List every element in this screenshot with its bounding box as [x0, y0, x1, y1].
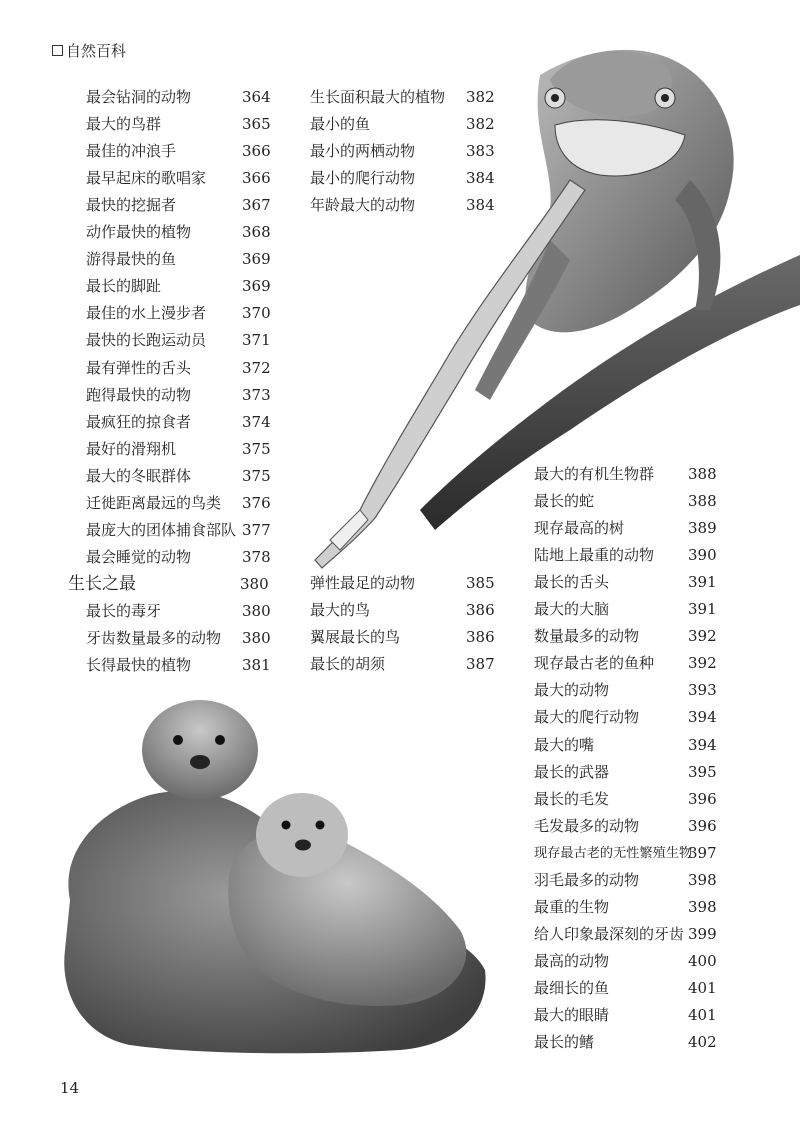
toc-entry-page: 398: [688, 870, 717, 889]
toc-entry-title: 最小的鱼: [310, 115, 371, 134]
toc-entry-page: 382: [466, 88, 495, 106]
toc-entry-page: 377: [242, 520, 271, 539]
toc-entry[interactable]: [310, 597, 496, 624]
toc-entry-title: 最长的武器: [534, 762, 610, 781]
toc-entry-page: 399: [688, 924, 717, 943]
toc-entry-page: 371: [242, 331, 271, 350]
toc-entry[interactable]: [86, 436, 272, 463]
toc-entry[interactable]: [534, 975, 718, 1002]
toc-entry[interactable]: [86, 598, 272, 625]
toc-entry[interactable]: [86, 165, 272, 192]
toc-entry[interactable]: [86, 544, 272, 571]
toc-entry-title: 最长的鳍: [534, 1033, 595, 1052]
toc-entry-page: 388: [688, 465, 717, 483]
toc-entry[interactable]: [534, 840, 718, 867]
toc-entry-title: 数量最多的动物: [534, 627, 640, 646]
toc-entry-page: 402: [688, 1033, 717, 1052]
toc-entry[interactable]: [534, 596, 718, 623]
toc-entry-title: 动作最快的植物: [86, 223, 192, 242]
toc-entry-title: 游得最快的鱼: [86, 250, 177, 269]
toc-entry-page: 394: [688, 708, 717, 727]
header-square-icon: [52, 45, 63, 56]
toc-entry-title: 最大的冬眠群体: [86, 466, 192, 485]
toc-entry[interactable]: [310, 624, 496, 651]
toc-section-heading[interactable]: [68, 571, 272, 598]
toc-entry-page: 387: [466, 655, 495, 674]
toc-entry[interactable]: [534, 813, 718, 840]
toc-entry-title: 最会睡觉的动物: [86, 547, 192, 566]
toc-entry-title: 最庞大的团体捕食部队: [86, 520, 237, 539]
toc-entry-title: 最早起床的歌唱家: [86, 169, 207, 188]
toc-entry-page: 368: [242, 223, 271, 242]
toc-entry[interactable]: [86, 138, 272, 165]
toc-entry-title: 最有弹性的舌头: [86, 358, 192, 377]
toc-entry-title: 最高的动物: [534, 951, 610, 970]
toc-entry-page: 396: [688, 789, 717, 808]
toc-entry-title: 现存最高的树: [534, 519, 625, 538]
toc-entry[interactable]: [534, 704, 718, 731]
toc-entry[interactable]: [310, 570, 496, 597]
toc-entry-title: 最好的滑翔机: [86, 439, 177, 458]
toc-entry-title: 最长的蛇: [534, 492, 595, 511]
toc-entry-page: 365: [242, 115, 271, 134]
toc-entry-title: 最快的长跑运动员: [86, 331, 207, 350]
toc-entry-title: 最佳的水上漫步者: [86, 304, 207, 323]
toc-entry[interactable]: [86, 219, 272, 246]
toc-entry[interactable]: [86, 517, 272, 544]
toc-entry[interactable]: [86, 273, 272, 300]
toc-entry-page: 401: [688, 978, 717, 997]
toc-entry-title: 最快的挖掘者: [86, 196, 177, 215]
toc-entry-page: 392: [688, 654, 717, 673]
toc-entry[interactable]: [534, 623, 718, 650]
toc-entry[interactable]: [86, 652, 272, 679]
section-title: 生长之最: [68, 574, 136, 594]
toc-entry-page: 391: [688, 600, 717, 619]
toc-entry[interactable]: [534, 894, 718, 921]
toc-entry-page: 383: [466, 142, 495, 161]
toc-entry-page: 392: [688, 627, 717, 646]
toc-entry[interactable]: [86, 84, 272, 111]
toc-entry[interactable]: [534, 786, 718, 813]
toc-entry-page: 390: [688, 546, 717, 565]
toc-entry-title: 最小的爬行动物: [310, 169, 416, 188]
toc-entry[interactable]: [310, 138, 496, 165]
toc-entry[interactable]: [534, 759, 718, 786]
toc-entry-page: 381: [242, 656, 271, 675]
toc-entry-page: 386: [466, 601, 495, 620]
sea-otters-image: [40, 700, 495, 1060]
toc-entry[interactable]: [310, 111, 496, 138]
toc-entry[interactable]: [534, 732, 718, 759]
toc-entry-title: 最小的两栖动物: [310, 142, 416, 161]
toc-entry-title: 现存最古老的无性繁殖生物: [534, 845, 693, 861]
toc-entry[interactable]: [310, 192, 496, 219]
toc-entry-title: 最大的鸟群: [86, 115, 162, 134]
header-title: 自然百科: [66, 42, 127, 60]
toc-entry-title: 弹性最足的动物: [310, 574, 416, 592]
toc-entry-page: 397: [688, 843, 717, 862]
toc-entry-title: 迁徙距离最远的鸟类: [86, 493, 222, 512]
toc-entry-page: 369: [242, 277, 271, 296]
toc-entry[interactable]: [310, 84, 496, 111]
toc-entry[interactable]: [534, 569, 718, 596]
toc-entry[interactable]: [86, 463, 272, 490]
toc-entry[interactable]: [86, 192, 272, 219]
toc-entry[interactable]: [534, 948, 718, 975]
toc-entry-page: 366: [242, 142, 271, 161]
toc-entry-page: 378: [242, 547, 271, 566]
toc-entry[interactable]: [534, 1002, 718, 1029]
toc-entry-page: 398: [688, 897, 717, 916]
toc-entry-title: 给人印象最深刻的牙齿: [534, 924, 685, 943]
toc-entry-title: 最大的眼睛: [534, 1006, 610, 1024]
toc-entry-title: 最长的脚趾: [86, 277, 162, 296]
toc-entry-page: 395: [688, 762, 717, 781]
toc-entry[interactable]: [534, 921, 718, 948]
toc-entry-title: 牙齿数量最多的动物: [86, 629, 222, 648]
toc-entry-page: 382: [466, 115, 495, 134]
toc-entry-page: 401: [688, 1006, 717, 1024]
toc-entry-title: 年龄最大的动物: [310, 196, 416, 215]
toc-entry[interactable]: [86, 625, 272, 652]
toc-entry-page: 366: [242, 169, 271, 188]
toc-entry[interactable]: [86, 409, 272, 436]
toc-entry-page: 372: [242, 358, 271, 377]
toc-entry[interactable]: [534, 677, 718, 704]
toc-entry-page: 370: [242, 304, 271, 323]
toc-entry[interactable]: [86, 490, 272, 517]
toc-entry-title: 翼展最长的鸟: [310, 628, 401, 647]
toc-entry-page: 394: [688, 735, 717, 754]
toc-entry-page: 375: [242, 439, 271, 458]
toc-entry[interactable]: [86, 300, 272, 327]
toc-entry-page: 384: [466, 169, 495, 188]
toc-entry-page: 380: [242, 602, 271, 620]
toc-entry-title: 最大的大脑: [534, 600, 610, 619]
toc-entry-title: 毛发最多的动物: [534, 816, 640, 835]
toc-entry-page: 367: [242, 196, 271, 215]
toc-entry[interactable]: [534, 650, 718, 677]
toc-entry-title: 最佳的冲浪手: [86, 142, 177, 161]
section-page: 380: [240, 575, 269, 593]
toc-entry-page: 384: [466, 196, 495, 215]
toc-entry-title: 生长面积最大的植物: [310, 88, 446, 106]
toc-entry[interactable]: [86, 327, 272, 354]
toc-entry[interactable]: [310, 651, 496, 678]
toc-entry-page: 393: [688, 681, 717, 700]
toc-entry-page: 386: [466, 628, 495, 647]
toc-entry-title: 最大的有机生物群: [534, 465, 655, 483]
toc-entry-title: 最重的生物: [534, 897, 610, 916]
toc-entry-title: 最会钻洞的动物: [86, 88, 192, 106]
toc-entry-title: 最大的动物: [534, 681, 610, 700]
toc-entry-title: 最大的鸟: [310, 601, 371, 620]
toc-entry-page: 375: [242, 466, 271, 485]
toc-entry[interactable]: [86, 111, 272, 138]
toc-entry-page: 369: [242, 250, 271, 269]
toc-entry-page: 388: [688, 492, 717, 511]
toc-entry-title: 跑得最快的动物: [86, 385, 192, 404]
running-header: [52, 40, 126, 61]
toc-entry[interactable]: [86, 246, 272, 273]
toc-entry-page: 380: [242, 629, 271, 648]
toc-entry-title: 最大的爬行动物: [534, 708, 640, 727]
toc-entry[interactable]: [534, 542, 718, 569]
toc-entry-page: 400: [688, 951, 717, 970]
toc-entry-title: 羽毛最多的动物: [534, 870, 640, 889]
toc-entry-page: 364: [242, 88, 271, 106]
toc-entry-page: 391: [688, 573, 717, 592]
toc-entry-title: 最细长的鱼: [534, 978, 610, 997]
toc-entry[interactable]: [534, 1029, 718, 1056]
toc-entry-title: 最大的嘴: [534, 735, 595, 754]
toc-entry-title: 最疯狂的掠食者: [86, 412, 192, 431]
toc-entry-title: 陆地上最重的动物: [534, 546, 655, 565]
toc-entry[interactable]: [534, 461, 718, 488]
toc-entry[interactable]: [310, 165, 496, 192]
toc-entry[interactable]: [534, 515, 718, 542]
toc-entry-title: 最长的毒牙: [86, 602, 162, 620]
toc-entry-page: 385: [466, 574, 495, 592]
toc-entry-page: 374: [242, 412, 271, 431]
toc-entry-page: 376: [242, 493, 271, 512]
toc-entry-title: 最长的胡须: [310, 655, 386, 674]
toc-entry-page: 373: [242, 385, 271, 404]
toc-entry-title: 最长的舌头: [534, 573, 610, 592]
toc-entry-title: 最长的毛发: [534, 789, 610, 808]
toc-entry-page: 389: [688, 519, 717, 538]
toc-entry[interactable]: [534, 488, 718, 515]
toc-entry[interactable]: [534, 867, 718, 894]
toc-entry-title: 现存最古老的鱼种: [534, 654, 655, 673]
toc-entry[interactable]: [86, 355, 272, 382]
toc-entry-page: 396: [688, 816, 717, 835]
toc-entry-title: 长得最快的植物: [86, 656, 192, 675]
page-number: 14: [60, 1079, 80, 1097]
toc-entry[interactable]: [86, 382, 272, 409]
